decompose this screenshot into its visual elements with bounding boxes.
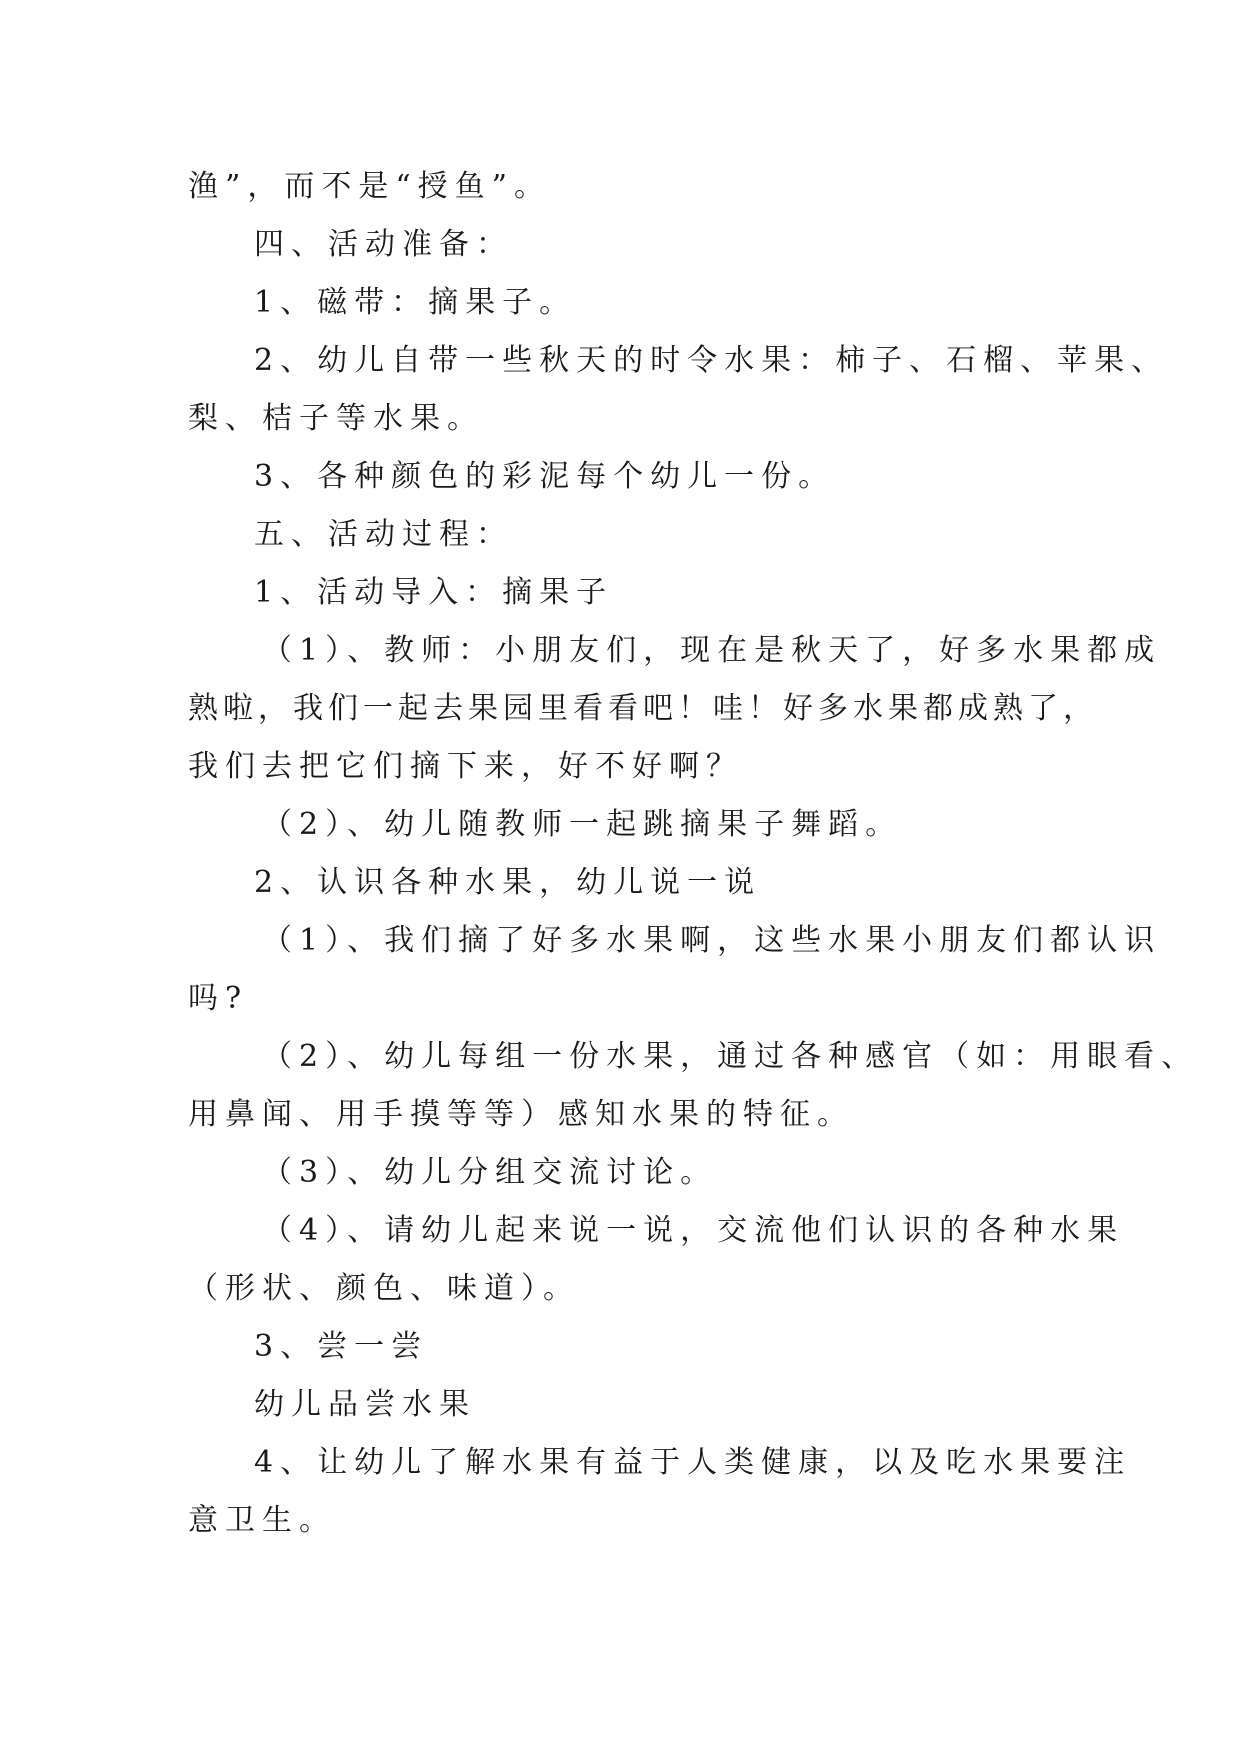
- paragraph-line: 2、幼儿自带一些秋天的时令水果：柿子、石榴、苹果、: [254, 343, 1169, 378]
- paragraph-line: 幼儿品尝水果: [254, 1387, 476, 1422]
- paragraph-line: 渔”，而不是“授鱼”。: [188, 169, 552, 204]
- paragraph-line: 用鼻闻、用手摸等等）感知水果的特征。: [188, 1097, 854, 1132]
- paragraph-line: （3）、幼儿分组交流讨论。: [262, 1155, 718, 1190]
- paragraph-line: 2、认识各种水果，幼儿说一说: [254, 865, 762, 900]
- paragraph-line: 3、尝一尝: [254, 1329, 429, 1364]
- paragraph-line: （形状、颜色、味道）。: [188, 1271, 580, 1306]
- paragraph-line: （1）、我们摘了好多水果啊，这些水果小朋友们都认识: [262, 923, 1162, 958]
- section-heading-process: 五、活动过程：: [254, 517, 513, 552]
- paragraph-line: （2）、幼儿每组一份水果，通过各种感官（如：用眼看、: [262, 1039, 1199, 1074]
- paragraph-line: 我们去把它们摘下来，好不好啊？: [188, 749, 743, 784]
- paragraph-line: 1、活动导入：摘果子: [254, 575, 614, 610]
- paragraph-line: （2）、幼儿随教师一起跳摘果子舞蹈。: [262, 807, 903, 842]
- paragraph-line: 4、让幼儿了解水果有益于人类健康，以及吃水果要注: [254, 1445, 1132, 1480]
- paragraph-line: 意卫生。: [188, 1503, 336, 1538]
- paragraph-line: （4）、请幼儿起来说一说，交流他们认识的各种水果: [262, 1213, 1125, 1248]
- paragraph-line: 熟啦，我们一起去果园里看看吧！哇！好多水果都成熟了，: [188, 691, 1098, 726]
- paragraph-line: 梨、桔子等水果。: [188, 401, 484, 436]
- section-heading-preparation: 四、活动准备：: [254, 227, 513, 262]
- paragraph-line: 1、磁带：摘果子。: [254, 285, 577, 320]
- document-body: [188, 158, 1199, 1550]
- paragraph-line: （1）、教师：小朋友们，现在是秋天了，好多水果都成: [262, 633, 1162, 668]
- paragraph-line: 3、各种颜色的彩泥每个幼儿一份。: [254, 459, 836, 494]
- paragraph-line: 吗?: [188, 981, 249, 1016]
